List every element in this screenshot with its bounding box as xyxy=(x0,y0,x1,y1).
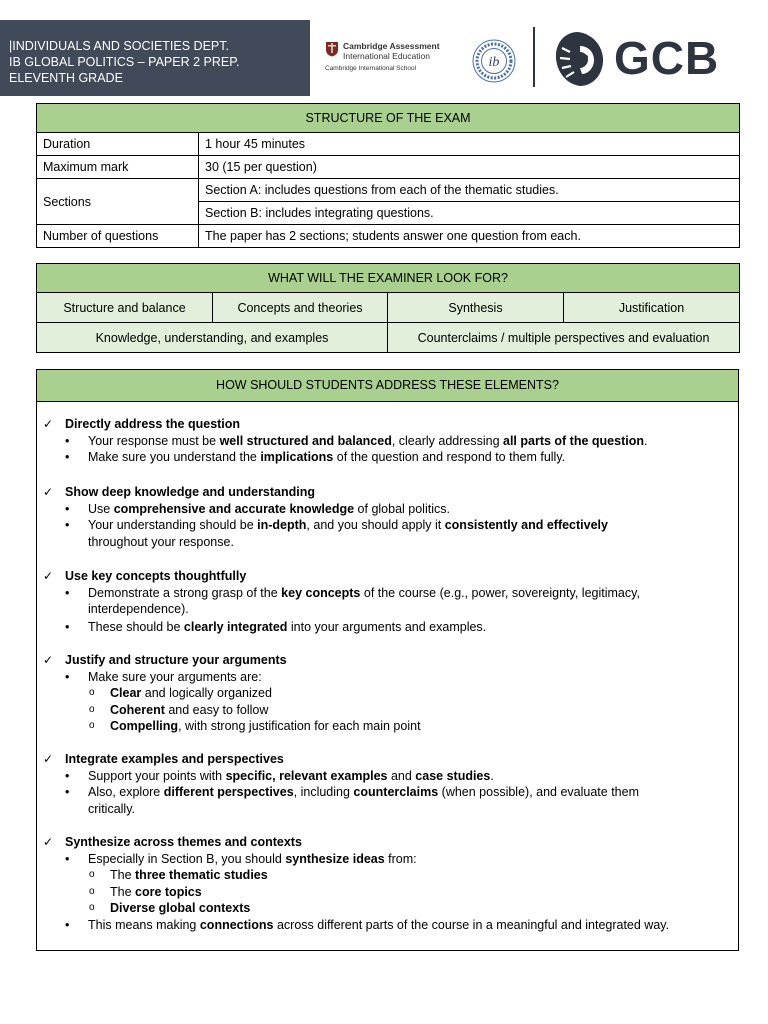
bullet-icon: • xyxy=(65,450,70,465)
list-item: • Make sure your arguments are: xyxy=(65,669,262,684)
examiner-criteria-table xyxy=(36,263,740,353)
list-item: o Clear and logically organized xyxy=(89,686,272,701)
address-elements-box xyxy=(36,369,739,951)
checkmark-icon: ✓ xyxy=(43,752,54,766)
bullet-icon: • xyxy=(65,851,70,866)
list-item: • Also, explore different perspectives, including counterclaims (when possible), and evaluate them critically. xyxy=(65,785,639,816)
list-item: • Support your points with specific, relevant examples and case studies. xyxy=(65,768,494,783)
department-header xyxy=(0,20,310,96)
circle-bullet-icon: o xyxy=(89,902,95,914)
header-line-grade: ELEVENTH GRADE xyxy=(9,71,123,85)
cambridge-line1: Cambridge Assessment xyxy=(343,41,440,51)
table-row xyxy=(37,156,740,179)
lion-crest-icon xyxy=(550,28,608,90)
checkmark-icon: ✓ xyxy=(43,569,54,583)
circle-bullet-icon: o xyxy=(89,885,95,897)
ib-world-school-logo-icon xyxy=(470,38,518,84)
section-heading: Show deep knowledge and understanding xyxy=(65,485,316,499)
bullet-icon: • xyxy=(65,433,70,448)
list-item: • Your response must be well structured and balanced, clearly addressing all parts of the question. xyxy=(65,433,648,448)
row-value: Section B: includes integrating questions. xyxy=(199,202,740,225)
checkmark-icon: ✓ xyxy=(43,835,54,849)
row-value: 1 hour 45 minutes xyxy=(199,133,740,156)
section-heading: Use key concepts thoughtfully xyxy=(65,569,247,583)
header-line-dept: |INDIVIDUALS AND SOCIETIES DEPT. xyxy=(9,39,229,53)
table-row xyxy=(37,179,740,202)
logo-divider xyxy=(533,27,535,87)
guidance-section xyxy=(37,416,738,466)
school-logo-text: GCB xyxy=(614,32,720,84)
bullet-icon: • xyxy=(65,501,70,516)
bullet-icon: • xyxy=(65,917,70,932)
guidance-section xyxy=(37,568,738,635)
cambridge-line2: International Education xyxy=(343,51,430,61)
svg-text:ib: ib xyxy=(488,55,500,70)
list-item: o The core topics xyxy=(89,884,202,899)
cambridge-line3: Cambridge International School xyxy=(325,65,417,72)
table-row xyxy=(37,225,740,248)
exam-structure-table xyxy=(36,103,740,248)
list-item: • Demonstrate a strong grasp of the key concepts of the course (e.g., power, sovereignty, legitimacy, interdependence). xyxy=(65,585,640,617)
list-item: • These should be clearly integrated into your arguments and examples. xyxy=(65,619,487,634)
header-line-course: IB GLOBAL POLITICS – PAPER 2 PREP. xyxy=(9,55,240,69)
cambridge-shield-icon xyxy=(325,41,339,57)
guidance-section xyxy=(37,834,738,934)
criterion-cell: Justification xyxy=(564,293,740,323)
checkmark-icon: ✓ xyxy=(43,653,54,667)
bullet-icon: • xyxy=(65,619,70,634)
guidance-section xyxy=(37,484,738,550)
structure-title: STRUCTURE OF THE EXAM xyxy=(37,104,740,133)
list-item: • This means making connections across different parts of the course in a meaningful and integrated way. xyxy=(65,917,670,932)
section-heading: Justify and structure your arguments xyxy=(65,653,287,667)
section-heading: Directly address the question xyxy=(65,417,241,431)
examiner-title: WHAT WILL THE EXAMINER LOOK FOR? xyxy=(37,264,740,293)
table-row xyxy=(37,133,740,156)
list-item: o Compelling, with strong justification for each main point xyxy=(89,719,421,734)
checkmark-icon: ✓ xyxy=(43,417,54,431)
section-heading: Synthesize across themes and contexts xyxy=(65,835,302,849)
circle-bullet-icon: o xyxy=(89,703,95,715)
table-row xyxy=(37,293,740,323)
list-item: • Especially in Section B, you should synthesize ideas from: xyxy=(65,851,417,866)
row-label: Duration xyxy=(37,133,199,156)
row-value: Section A: includes questions from each of the thematic studies. xyxy=(199,179,740,202)
list-item: • Use comprehensive and accurate knowledge of global politics. xyxy=(65,501,450,516)
circle-bullet-icon: o xyxy=(89,869,95,881)
bullet-icon: • xyxy=(65,669,70,684)
bullet-icon: • xyxy=(65,768,70,783)
row-value: The paper has 2 sections; students answer one question from each. xyxy=(199,225,740,248)
checkmark-icon: ✓ xyxy=(43,485,54,499)
table-row xyxy=(37,323,740,353)
criterion-cell: Counterclaims / multiple perspectives and evaluation xyxy=(388,323,740,353)
section-heading: Integrate examples and perspectives xyxy=(65,752,284,766)
row-label: Maximum mark xyxy=(37,156,199,179)
criterion-cell: Knowledge, understanding, and examples xyxy=(37,323,388,353)
circle-bullet-icon: o xyxy=(89,720,95,732)
bullet-icon: • xyxy=(65,585,70,600)
criterion-cell: Structure and balance xyxy=(37,293,213,323)
guidance-section xyxy=(37,751,738,817)
list-item: • Your understanding should be in-depth, and you should apply it consistently and effectively throughout your response. xyxy=(65,518,608,549)
bullet-icon: • xyxy=(65,518,70,533)
criterion-cell: Concepts and theories xyxy=(213,293,388,323)
list-item: o The three thematic studies xyxy=(89,868,268,883)
bullet-icon: • xyxy=(65,785,70,800)
row-label: Number of questions xyxy=(37,225,199,248)
row-value: 30 (15 per question) xyxy=(199,156,740,179)
row-label: Sections xyxy=(37,179,199,225)
cambridge-logo xyxy=(325,41,455,77)
address-title: HOW SHOULD STUDENTS ADDRESS THESE ELEMENTS? xyxy=(37,370,738,402)
list-item: o Diverse global contexts xyxy=(89,901,251,916)
list-item: o Coherent and easy to follow xyxy=(89,702,269,717)
guidance-section xyxy=(37,652,738,735)
criterion-cell: Synthesis xyxy=(388,293,564,323)
circle-bullet-icon: o xyxy=(89,687,95,699)
list-item: • Make sure you understand the implications of the question and respond to them fully. xyxy=(65,450,566,465)
